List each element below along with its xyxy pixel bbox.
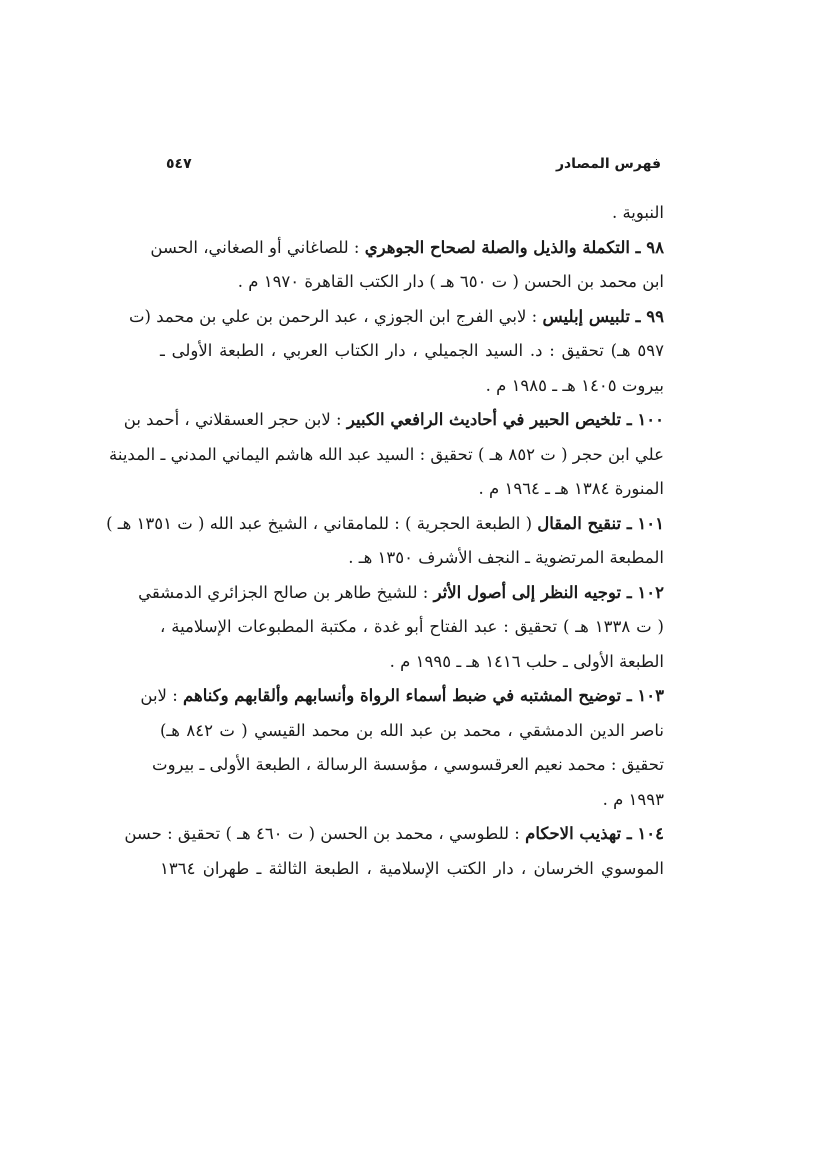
text-line [106, 507, 664, 542]
entry-text: الطبعة الأولى ـ حلب ١٤١٦ هـ ـ ١٩٩٥ م . [389, 651, 664, 671]
text-line [140, 679, 664, 714]
text-line [124, 817, 664, 852]
entry-text: المنورة ١٣٨٤ هـ ـ ١٩٦٤ م . [478, 479, 664, 498]
text-line [138, 576, 664, 611]
entry-text: ( ت ١٣٣٨ هـ ) تحقيق : عبد الفتاح أبو غدة ، مكتبة المطبوعات الإسلامية ، [160, 617, 664, 636]
entry-text: تحقيق : محمد نعيم العرقسوسي ، مؤسسة الرسالة ، الطبعة الأولى ـ بيروت [152, 755, 664, 774]
entry-text: : للصاغاني أو الصغاني، الحسن [150, 237, 365, 257]
entry-title: ١٠١ ـ تنقيح المقال [537, 513, 664, 533]
text-line [160, 852, 664, 887]
text-line [123, 403, 664, 438]
entry-text: علي ابن حجر ( ت ٨٥٢ هـ ) تحقيق : السيد عبد الله هاشم اليماني المدني ـ المدينة [109, 444, 664, 464]
header-title: فهرس المصادر [555, 156, 661, 172]
text-line [160, 196, 664, 231]
text-line [160, 645, 664, 680]
text-line [160, 472, 664, 507]
text-line [160, 783, 664, 818]
text-line [160, 714, 664, 749]
entry-text: المطبعة المرتضوية ـ النجف الأشرف ١٣٥٠ هـ . [348, 548, 664, 567]
text-line [152, 748, 664, 783]
entry-title: ١٠٤ ـ تهذيب الاحكام [525, 824, 664, 843]
entry-text: ابن محمد بن الحسن ( ت ٦٥٠ هـ ) دار الكتب القاهرة ١٩٧٠ م . [237, 272, 664, 291]
entry-text: : لابن [140, 686, 184, 705]
page-number: ٥٤٧ [166, 156, 192, 172]
entry-text: : لابي الفرج ابن الجوزي ، عبد الرحمن بن علي بن محمد (ت [129, 306, 543, 326]
entry-text: ٥٩٧ هـ) تحقيق : د. السيد الجميلي ، دار الكتاب العربي ، الطبعة الأولى ـ [160, 341, 664, 360]
text-line [160, 334, 664, 369]
text-line [129, 300, 664, 335]
text-line [160, 265, 664, 300]
entry-text: الموسوي الخرسان ، دار الكتب الإسلامية ، الطبعة الثالثة ـ طهران ١٣٦٤ [160, 858, 664, 878]
entry-text: : لابن حجر العسقلاني ، أحمد بن [123, 410, 347, 429]
text-line [160, 610, 664, 645]
entry-title: ١٠٢ ـ توجيه النظر إلى أصول الأثر [433, 582, 664, 602]
entry-text: : للشيخ طاهر بن صالح الجزائري الدمشقي [138, 582, 434, 602]
entry-title: ٩٨ ـ التكملة والذيل والصلة لصحاح الجوهري [364, 237, 664, 257]
text-line [160, 369, 664, 404]
entry-title: ١٠٠ ـ تلخيص الحبير في أحاديث الرافعي الكبير [346, 410, 664, 429]
entry-text: بيروت ١٤٠٥ هـ ـ ١٩٨٥ م . [485, 375, 664, 395]
text-line [150, 231, 664, 266]
entry-title: ١٠٣ ـ توضيح المشتبه في ضبط أسماء الرواة وأنسابهم وألقابهم وكناهم [183, 686, 664, 705]
entry-text: ( الطبعة الحجرية ) : للمامقاني ، الشيخ عبد الله ( ت ١٣٥١ هـ ) [106, 513, 538, 533]
entry-title: ٩٩ ـ تلبيس إبليس [542, 306, 664, 326]
text-line [160, 541, 664, 576]
entry-text: ١٩٩٣ م . [602, 789, 664, 809]
bibliography-entries [106, 196, 664, 886]
entry-text: النبوية . [611, 203, 664, 222]
entry-text: : للطوسي ، محمد بن الحسن ( ت ٤٦٠ هـ ) تحقيق : حسن [124, 824, 526, 843]
text-line [109, 438, 664, 473]
entry-text: ناصر الدين الدمشقي ، محمد بن عبد الله بن محمد القيسي ( ت ٨٤٢ هـ) [160, 720, 664, 740]
running-header [166, 152, 661, 176]
